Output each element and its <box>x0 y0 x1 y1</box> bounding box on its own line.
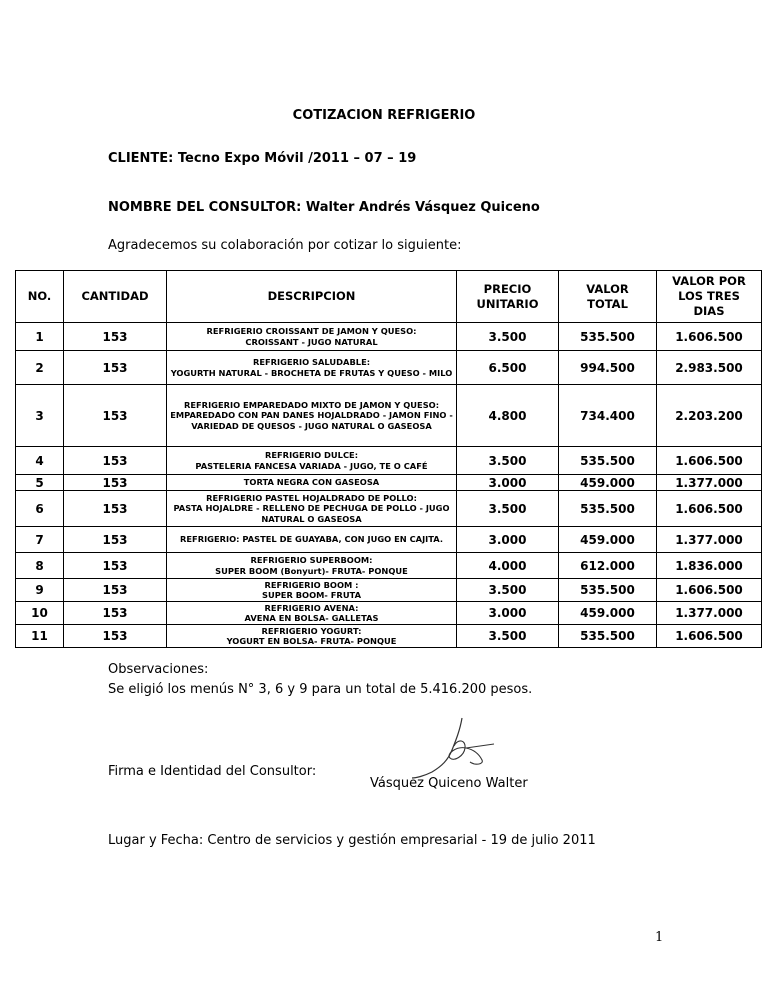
row-three-days-value: 1.377.000 <box>657 527 762 553</box>
row-quantity: 153 <box>64 351 167 385</box>
table-row <box>16 385 762 447</box>
row-total-value: 459.000 <box>559 527 657 553</box>
row-three-days-value: 1.377.000 <box>657 475 762 491</box>
description-line: REFRIGERIO BOOM : <box>264 579 359 590</box>
row-quantity: 153 <box>64 385 167 447</box>
description-line: YOGURT EN BOLSA- FRUTA- PONQUE <box>226 636 397 646</box>
header-total-value: VALOR TOTAL <box>559 271 657 323</box>
table-row <box>16 447 762 475</box>
row-total-value: 535.500 <box>559 579 657 602</box>
thanks-line: Agradecemos su colaboración por cotizar lo siguiente: <box>108 238 462 253</box>
row-three-days-value: 1.606.500 <box>657 625 762 648</box>
row-quantity: 153 <box>64 602 167 625</box>
description-line: PASTA HOJALDRE - RELLENO DE PECHUGA DE POLLO - JUGO NATURAL O GASEOSA <box>173 503 450 524</box>
row-unit-price: 3.500 <box>457 579 559 602</box>
table-row <box>16 553 762 579</box>
description-line: AVENA EN BOLSA- GALLETAS <box>244 613 379 623</box>
row-number: 4 <box>16 447 64 475</box>
row-three-days-value: 1.606.500 <box>657 579 762 602</box>
row-unit-price: 6.500 <box>457 351 559 385</box>
observations-label: Observaciones: <box>108 662 209 677</box>
row-total-value: 535.500 <box>559 625 657 648</box>
row-three-days-value: 1.606.500 <box>657 447 762 475</box>
row-unit-price: 3.500 <box>457 447 559 475</box>
description-line: REFRIGERIO YOGURT: <box>261 625 362 636</box>
row-quantity: 153 <box>64 579 167 602</box>
row-description <box>167 323 457 351</box>
row-total-value: 734.400 <box>559 385 657 447</box>
row-three-days-value: 1.606.500 <box>657 323 762 351</box>
row-three-days-value: 1.377.000 <box>657 602 762 625</box>
row-number: 6 <box>16 491 64 527</box>
observations-text: Se eligió los menús N° 3, 6 y 9 para un total de 5.416.200 pesos. <box>108 682 533 697</box>
description-line: REFRIGERIO AVENA: <box>264 602 359 613</box>
signature-image <box>410 716 496 780</box>
row-description <box>167 553 457 579</box>
table-row <box>16 475 762 491</box>
table-row <box>16 579 762 602</box>
header-description: DESCRIPCION <box>167 271 457 323</box>
row-unit-price: 3.500 <box>457 625 559 648</box>
row-quantity: 153 <box>64 323 167 351</box>
description-line: PASTELERIA FANCESA VARIADA - JUGO, TE O CAFÉ <box>195 460 428 471</box>
row-description <box>167 491 457 527</box>
row-three-days-value: 2.983.500 <box>657 351 762 385</box>
description-line: TORTA NEGRA CON GASEOSA <box>243 477 380 488</box>
document-title: COTIZACION REFRIGERIO <box>292 108 476 123</box>
observations-block <box>108 660 532 700</box>
signature-label: Firma e Identidad del Consultor: <box>108 764 317 779</box>
row-quantity: 153 <box>64 491 167 527</box>
table-row <box>16 351 762 385</box>
table-header-row <box>16 271 762 323</box>
row-number: 3 <box>16 385 64 447</box>
row-total-value: 535.500 <box>559 323 657 351</box>
row-unit-price: 3.000 <box>457 527 559 553</box>
header-unit-price: PRECIO UNITARIO <box>457 271 559 323</box>
description-line: SUPER BOOM- FRUTA <box>262 590 361 600</box>
row-unit-price: 3.000 <box>457 475 559 491</box>
row-description <box>167 475 457 491</box>
row-total-value: 535.500 <box>559 491 657 527</box>
table-row <box>16 625 762 648</box>
row-three-days-value: 1.606.500 <box>657 491 762 527</box>
row-number: 11 <box>16 625 64 648</box>
row-description <box>167 385 457 447</box>
consultant-line: NOMBRE DEL CONSULTOR: Walter Andrés Vásquez Quiceno <box>108 200 540 215</box>
row-unit-price: 4.800 <box>457 385 559 447</box>
row-description <box>167 351 457 385</box>
row-number: 9 <box>16 579 64 602</box>
description-line: REFRIGERIO EMPAREDADO MIXTO DE JAMON Y QUESO: <box>183 399 440 410</box>
row-total-value: 535.500 <box>559 447 657 475</box>
signature-name: Vásquez Quiceno Walter <box>370 776 528 791</box>
row-unit-price: 3.000 <box>457 602 559 625</box>
table-row <box>16 491 762 527</box>
table-row <box>16 527 762 553</box>
row-description <box>167 447 457 475</box>
row-total-value: 459.000 <box>559 602 657 625</box>
row-number: 10 <box>16 602 64 625</box>
row-description <box>167 579 457 602</box>
row-number: 1 <box>16 323 64 351</box>
description-line: CROISSANT - JUGO NATURAL <box>245 336 378 347</box>
row-quantity: 153 <box>64 527 167 553</box>
row-description <box>167 625 457 648</box>
description-line: REFRIGERIO DULCE: <box>264 450 359 460</box>
client-line: CLIENTE: Tecno Expo Móvil /2011 – 07 – 19 <box>108 151 417 166</box>
table-row <box>16 602 762 625</box>
description-line: YOGURTH NATURAL - BROCHETA DE FRUTAS Y QUESO - MILO <box>170 367 453 378</box>
header-quantity: CANTIDAD <box>64 271 167 323</box>
header-three-days-value: VALOR POR LOS TRES DIAS <box>657 271 762 323</box>
row-three-days-value: 1.836.000 <box>657 553 762 579</box>
row-number: 5 <box>16 475 64 491</box>
row-unit-price: 3.500 <box>457 491 559 527</box>
row-quantity: 153 <box>64 475 167 491</box>
row-total-value: 459.000 <box>559 475 657 491</box>
header-no: NO. <box>16 271 64 323</box>
quote-table <box>15 270 762 648</box>
row-total-value: 612.000 <box>559 553 657 579</box>
description-line: REFRIGERIO SUPERBOOM: <box>250 555 373 565</box>
row-quantity: 153 <box>64 553 167 579</box>
row-description <box>167 527 457 553</box>
description-line: REFRIGERIO CROISSANT DE JAMON Y QUESO: <box>206 326 417 336</box>
row-number: 2 <box>16 351 64 385</box>
table-row <box>16 323 762 351</box>
description-line: REFRIGERIO PASTEL HOJALDRADO DE POLLO: <box>206 492 417 503</box>
description-line: SUPER BOOM (Bonyurt)- FRUTA- PONQUE <box>215 565 408 576</box>
row-unit-price: 3.500 <box>457 323 559 351</box>
row-three-days-value: 2.203.200 <box>657 385 762 447</box>
row-quantity: 153 <box>64 625 167 648</box>
row-quantity: 153 <box>64 447 167 475</box>
row-description <box>167 602 457 625</box>
row-total-value: 994.500 <box>559 351 657 385</box>
place-date: Lugar y Fecha: Centro de servicios y gestión empresarial - 19 de julio 2011 <box>108 833 596 848</box>
page-number: 1 <box>655 930 664 945</box>
description-line: REFRIGERIO: PASTEL DE GUAYABA, CON JUGO EN CAJITA. <box>179 534 444 545</box>
row-number: 7 <box>16 527 64 553</box>
description-line: EMPAREDADO CON PAN DANES HOJALDRADO - JAMON FINO - VARIEDAD DE QUESOS - JUGO NATURAL O GASEOSA <box>170 410 453 431</box>
row-unit-price: 4.000 <box>457 553 559 579</box>
row-number: 8 <box>16 553 64 579</box>
description-line: REFRIGERIO SALUDABLE: <box>252 357 371 367</box>
